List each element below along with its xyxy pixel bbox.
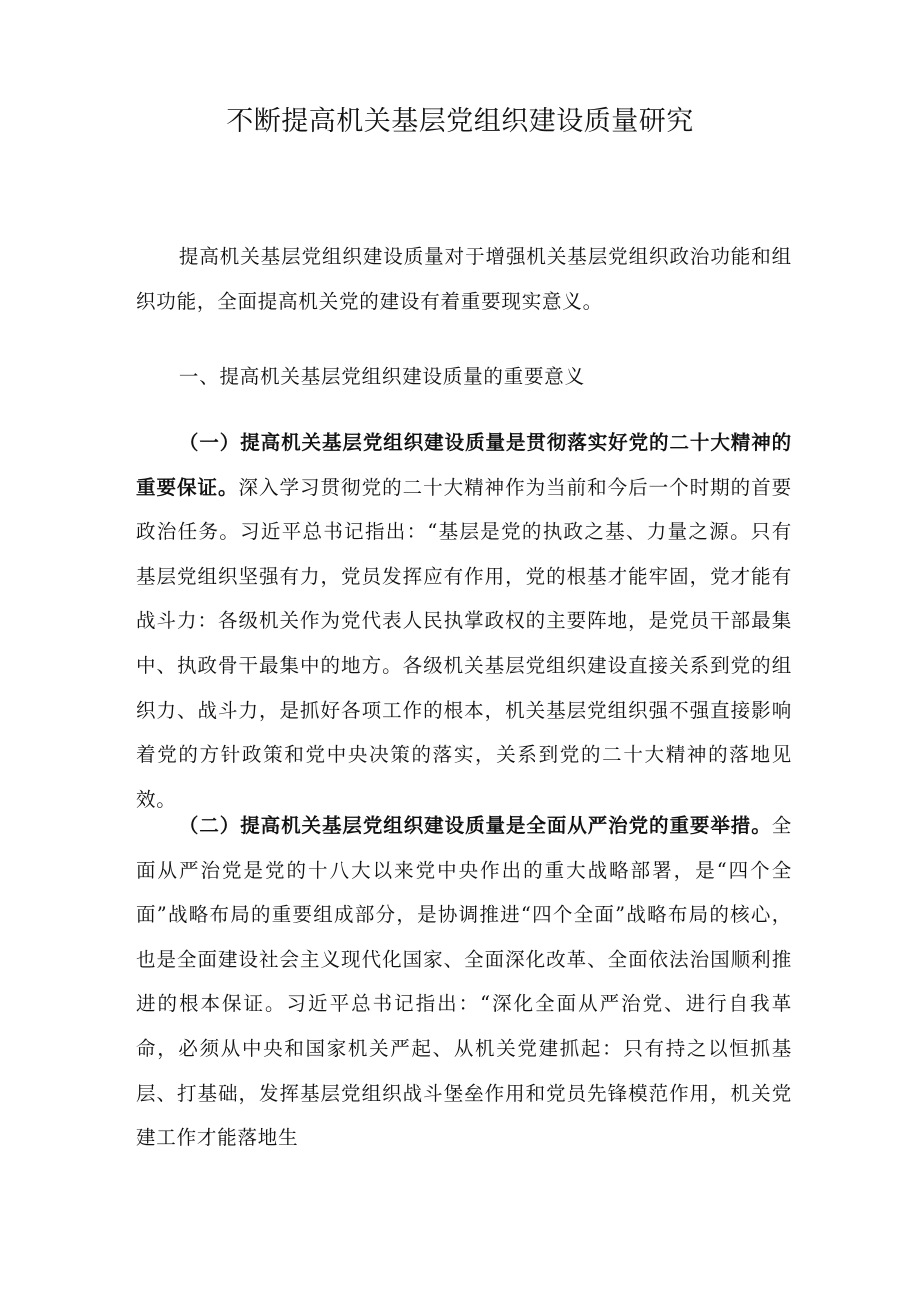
section-1-body: 深入学习贯彻党的二十大精神作为当前和今后一个时期的首要政治任务。习近平总书记指出：“基层是党的执政之基、力量之源。只有基层党组织坚强有力，党员发挥应有作用，党的根基才能牢固，党才能有战斗力：各级机关作为党代表人民执掌政权的主要阵地，是党员干部最集中、执政骨干最集中的地方。各级机关基层党组织建设直接关系到党的组织力、战斗力，是抓好各项工作的根本，机关基层党组织强不强直接影响着党的方针政策和党中央决策的落实，关系到党的二十大精神的落地见效。 [136,475,792,811]
section-1-paragraph [136,421,792,822]
section-2-paragraph [136,804,792,1161]
document-title: 不断提高机关基层党组织建设质量研究 [226,106,694,137]
section-1-lead: （一）提高机关基层党组织建设质量是贯彻落实好党的二十大精神的重要保证。 [136,431,792,499]
section-heading-1: 一、提高机关基层党组织建设质量的重要意义 [178,365,585,388]
section-2-body: 全面从严治党是党的十八大以来党中央作出的重大战略部署，是“四个全面”战略布局的重要组成部分，是协调推进“四个全面”战略布局的核心，也是全面建设社会主义现代化国家、全面深化改革、全面依法治国顺利推进的根本保证。习近平总书记指出：“深化全面从严治党、进行自我革命，必须从中央和国家机关严起、从机关党建抓起：只有持之以恒抓基层、打基础，发挥基层党组织战斗堡垒作用和党员先锋模范作用，机关党建工作才能落地生 [136,814,792,1150]
intro-paragraph: 提高机关基层党组织建设质量对于增强机关基层党组织政治功能和组织功能，全面提高机关党的建设有着重要现实意义。 [136,245,792,313]
section-2-lead: （二）提高机关基层党组织建设质量是全面从严治党的重要举措。 [178,814,772,837]
